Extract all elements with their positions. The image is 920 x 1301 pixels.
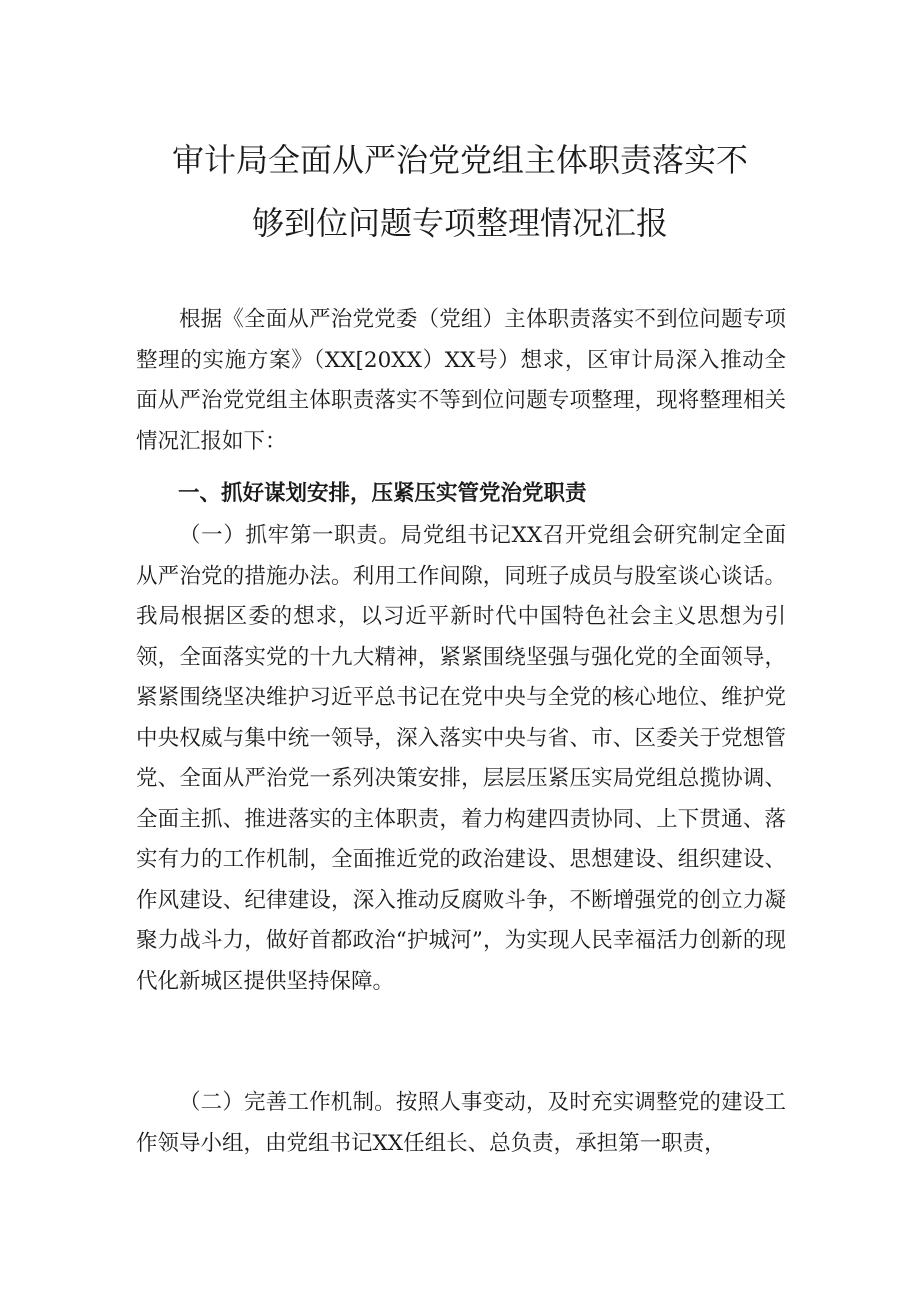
paragraph-item-2: （二）完善工作机制。按照人事变动，及时充实调整党的建设工作领导小组，由党组书记XX任组长、总负责，承担第一职责， (136, 1090, 786, 1156)
section-heading-1: 一、抓好谋划安排，压紧压实管党治党职责 (178, 481, 587, 506)
paragraph-item-1: （一）抓牢第一职责。局党组书记XX召开党组会研究制定全面从严治党的措施办法。利用工作间隙，同班子成员与股室谈心谈话。我局根据区委的想求，以习近平新时代中国特色社会主义思想为引领，全面落实党的十九大精神，紧紧围绕坚强与强化党的全面领导，紧紧围绕坚决维护习近平总书记在党中央与全党的核心地位、维护党中央权威与集中统一领导，深入落实中央与省、市、区委关于党想管党、全面从严治党一系列决策安排，层层压紧压实局党组总揽协调、全面主抓、推进落实的主体职责，着力构建四责协同、上下贯通、落实有力的工作机制，全面推近党的政治建设、思想建设、组织建设、作风建设、纪律建设，深入推动反腐败斗争，不断增强党的创立力凝聚力战斗力，做好首都政治“护城河”，为实现人民幸福活力创新的现代化新城区提供坚持保障。 (136, 523, 786, 994)
document-title-line-1: 审计局全面从严治党党组主体职责落实不 (171, 141, 748, 179)
document-title-line-2: 够到位问题专项整理情况汇报 (251, 204, 668, 242)
intro-paragraph: 根据《全面从严治党党委（党组）主体职责落实不到位问题专项整理的实施方案》（XX[20XX）XX号）想求，区审计局深入推动全面从严治党党组主体职责落实不等到位问题专项整理，现将整理相关情况汇报如下： (136, 307, 786, 454)
